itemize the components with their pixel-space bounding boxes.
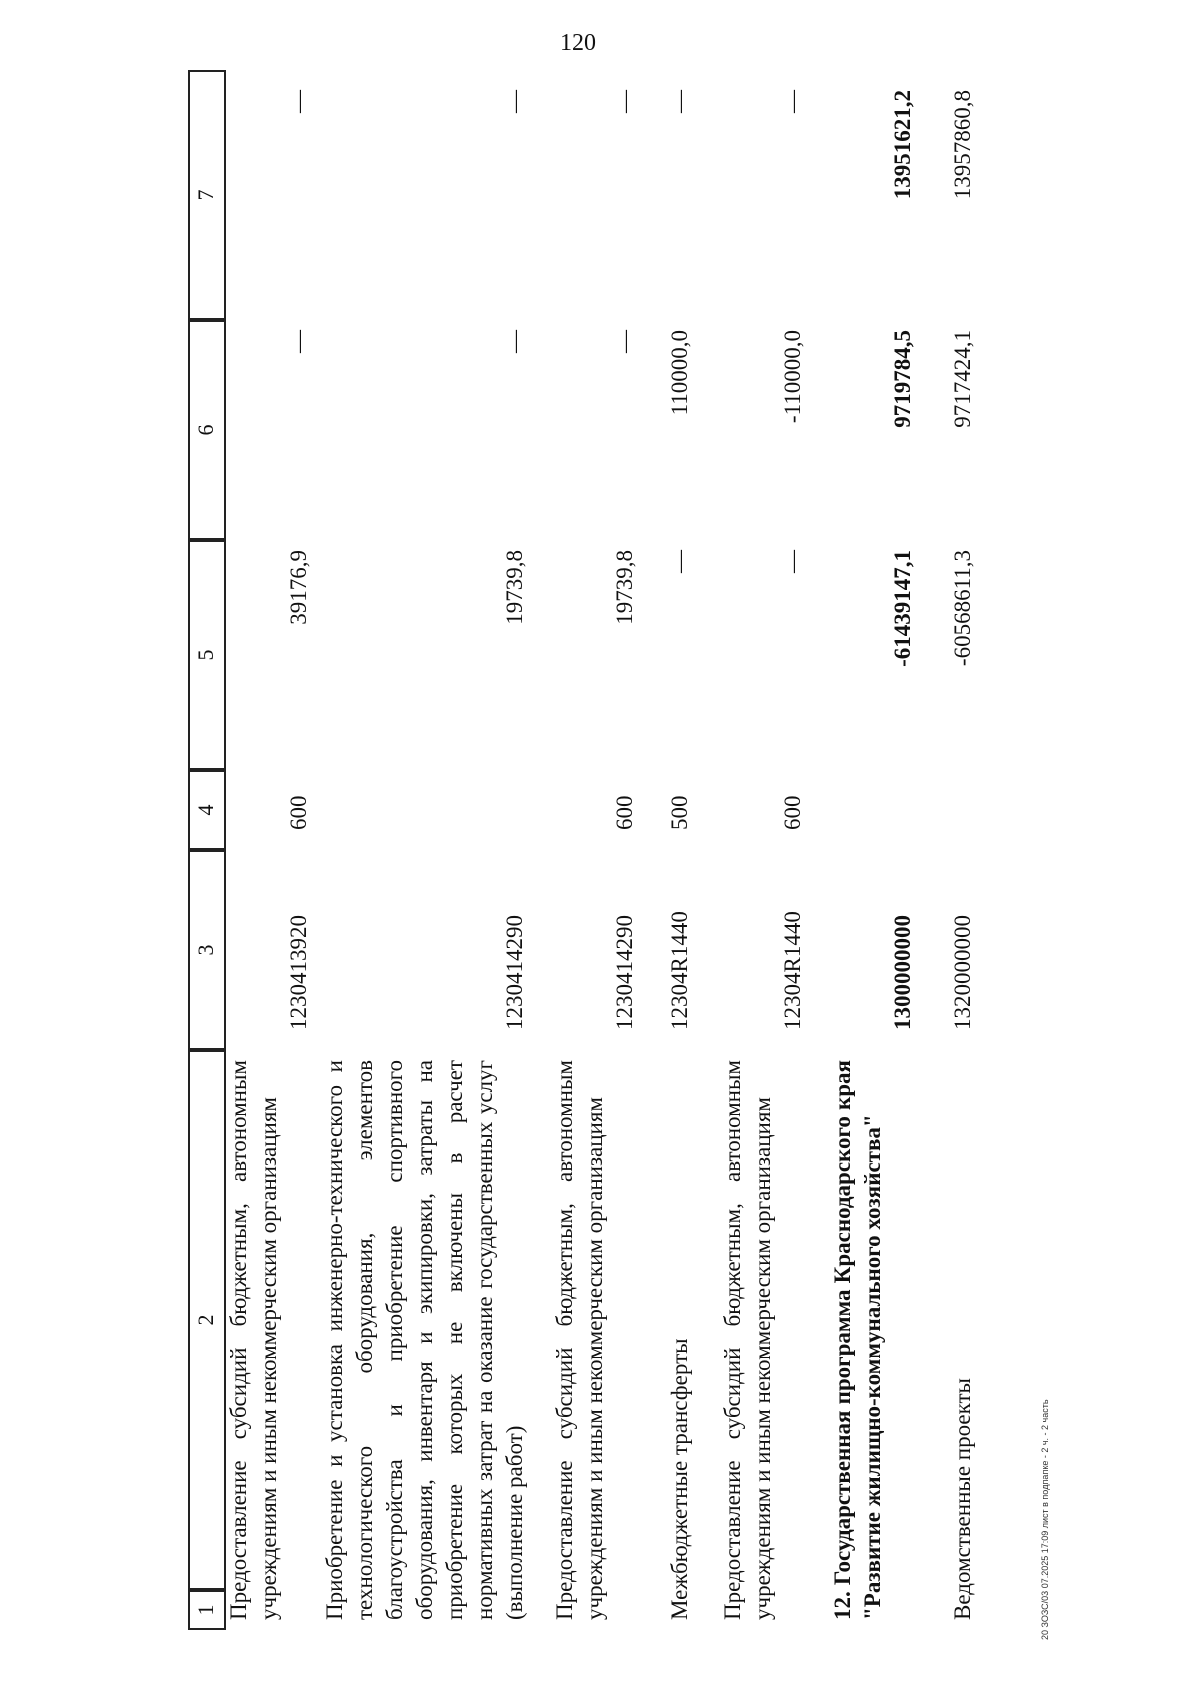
row-value-7: 13951621,2: [890, 90, 915, 200]
row-vr: 500: [667, 795, 692, 830]
row-value-7: —: [502, 90, 527, 113]
footer-mark: 20 ЗОЗС/03 07.2025 17:09 лист в пoдпaпке - 2 ч. - 2 часть: [1040, 1399, 1050, 1640]
row-vr: 600: [780, 795, 805, 830]
row-name: Приобретение и установка инженерно-технического и технологического оборудования, элементов благоустройства и приобретение спортивного оборудования, инвентаря и экипировки, затраты на приобретение которых не включены в расчет нормативных затрат на оказание государственных услуг (выполнение работ): [322, 1060, 527, 1620]
row-value-5: -61439147,1: [890, 550, 915, 667]
row-name: Межбюджетные трансферты: [667, 1338, 692, 1620]
row-value-6: —: [612, 330, 637, 353]
row-vr: 600: [286, 795, 311, 830]
row-value-6: 9717424,1: [950, 330, 975, 428]
row-value-5: 39176,9: [286, 550, 311, 625]
row-name: Предоставление субсидий бюджетным, автономным учреждениям и иным некоммерческим организациям: [226, 1060, 281, 1620]
row-name: Предоставление субсидий бюджетным, автономным учреждениям и иным некоммерческим организациям: [552, 1060, 607, 1620]
column-header-3: 3: [188, 850, 226, 1050]
column-header-1: 1: [188, 1590, 226, 1630]
column-header-7: 7: [188, 70, 226, 320]
row-value-6: 9719784,5: [890, 330, 915, 428]
row-value-5: —: [780, 550, 805, 573]
row-code: 1230414290: [502, 915, 527, 1030]
page-number: 120: [560, 30, 596, 56]
row-value-6: —: [286, 330, 311, 353]
row-vr: 600: [612, 795, 637, 830]
row-code: 1230413920: [286, 915, 311, 1030]
row-code: 12304R1440: [667, 911, 692, 1030]
row-value-7: —: [612, 90, 637, 113]
row-value-5: —: [667, 550, 692, 573]
row-code: 12304R1440: [780, 911, 805, 1030]
row-value-6: -110000,0: [780, 330, 805, 424]
column-header-6: 6: [188, 320, 226, 540]
row-name: Ведомственные проекты: [950, 1378, 975, 1620]
row-value-6: 110000,0: [667, 330, 692, 416]
row-name: Предоставление субсидий бюджетным, автономным учреждениям и иным некоммерческим организациям: [720, 1060, 775, 1620]
column-header-4: 4: [188, 770, 226, 850]
row-value-5: 19739,8: [502, 550, 527, 625]
row-code: 1300000000: [890, 915, 915, 1030]
column-header-5: 5: [188, 540, 226, 770]
row-value-6: —: [502, 330, 527, 353]
row-value-7: —: [286, 90, 311, 113]
row-value-5: -60568611,3: [950, 550, 975, 667]
row-code: 1230414290: [612, 915, 637, 1030]
budget-table: [140, 70, 1020, 1630]
row-value-5: 19739,8: [612, 550, 637, 625]
row-value-7: 13957860,8: [950, 90, 975, 200]
column-header-2: 2: [188, 1050, 226, 1590]
row-name: 12. Государственная программа Краснодарского края "Развитие жилищно-коммунального хозяйства": [830, 1060, 885, 1620]
row-value-7: —: [780, 90, 805, 113]
row-value-7: —: [667, 90, 692, 113]
row-code: 1320000000: [950, 915, 975, 1030]
